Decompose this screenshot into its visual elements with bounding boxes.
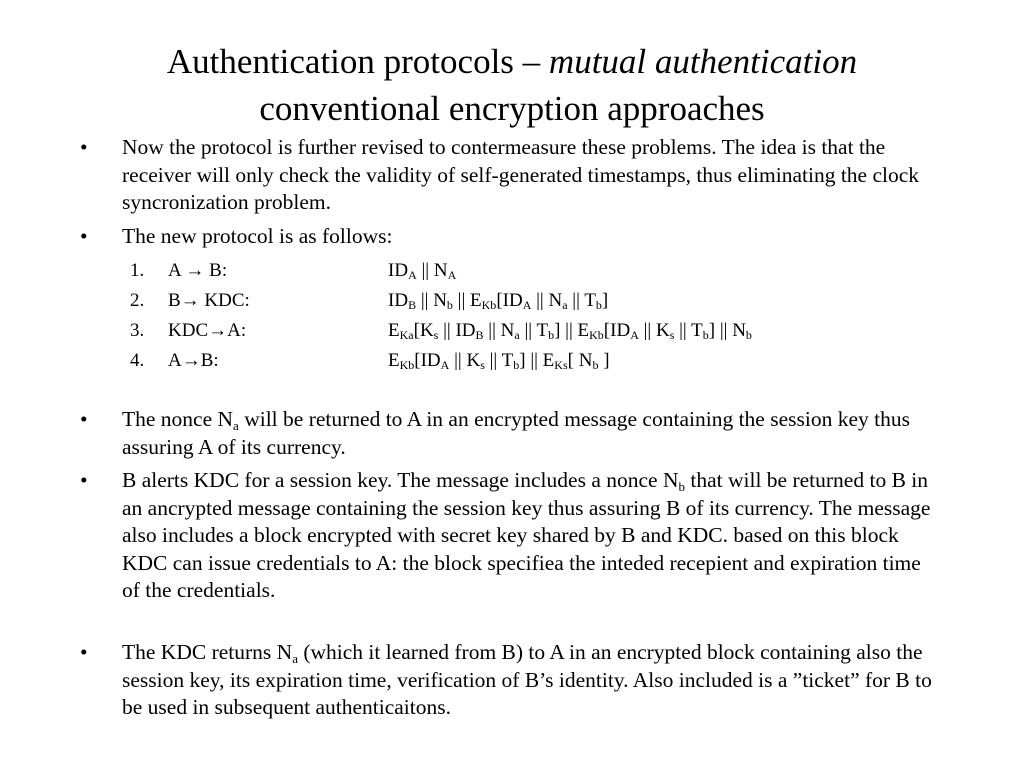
slide-title bbox=[0, 38, 1024, 132]
bullet-text: The new protocol is as follows: bbox=[122, 224, 393, 248]
step-direction: A→B: bbox=[168, 350, 219, 371]
protocol-step-1 bbox=[0, 256, 1024, 286]
step-number: 2. bbox=[130, 290, 145, 311]
bullet-text: B alerts KDC for a session key. The message includes a nonce $N_b$ that will be returned to B in an ancrypted message containing the session key thus assuring B of its currency. The message also includes a block encrypted with secret key shared by B and KDC. based on this block KDC can issue credentials to A: the block specifiea the inteded recepient and expiration time of the credentials. bbox=[122, 468, 931, 602]
title-line-1: Authentication protocols – mutual authentication bbox=[166, 42, 858, 81]
protocol-step-2 bbox=[0, 286, 1024, 316]
step-number: 1. bbox=[130, 260, 145, 281]
step-direction: B→ KDC: bbox=[168, 290, 250, 311]
title-line-2: conventional encryption approaches bbox=[259, 89, 765, 128]
step-number: 4. bbox=[130, 350, 145, 371]
step-direction: KDC→A: bbox=[168, 320, 247, 341]
bullet-marker: • bbox=[80, 135, 88, 159]
protocol-step-3 bbox=[0, 316, 1024, 346]
protocol-step-4 bbox=[0, 346, 1024, 376]
step-message: $ID_B$ || $N_b$ || $E_{Kb}[ID_A$ || $N_a$ || $T_b$] bbox=[388, 290, 609, 312]
bullet-marker: • bbox=[80, 224, 88, 248]
bullet-marker: • bbox=[80, 407, 88, 431]
title-italic-part: mutual authentication bbox=[548, 42, 858, 81]
bullet-text: The nonce $N_a$ will be returned to A in an encrypted message containing the session key thus assuring A of its currency. bbox=[122, 407, 910, 459]
step-direction: A → B: bbox=[168, 260, 228, 281]
bullet-text: Now the protocol is further revised to contermeasure these problems. The idea is that the receiver will only check the validity of self-generated timestamps, thus eliminating the clock syncronization problem. bbox=[122, 135, 920, 214]
bullet-marker: • bbox=[80, 640, 88, 664]
step-message: $E_{Kb}[ID_A$ || $K_s$ || $T_b$] || $E_{Ks}$[ $N_b$ ] bbox=[388, 350, 610, 372]
bullet-text: The KDC returns $N_a$ (which it learned from B) to A in an encrypted block containing also the session key, its expiration time, verification of B’s identity. Also included is a ”ticket” for B to be used in subsequent authenticaitons. bbox=[122, 640, 932, 719]
step-message: $E_{Ka}[K_s$ || $ID_B$ || $N_a$ || $T_b$] || $E_{Kb}[ID_A$ || $K_s$ || $T_b$] || $N_b$ bbox=[388, 320, 752, 342]
bullet-marker: • bbox=[80, 468, 88, 492]
step-message: $ID_A$ || $N_A$ bbox=[388, 260, 457, 282]
step-number: 3. bbox=[130, 320, 145, 341]
